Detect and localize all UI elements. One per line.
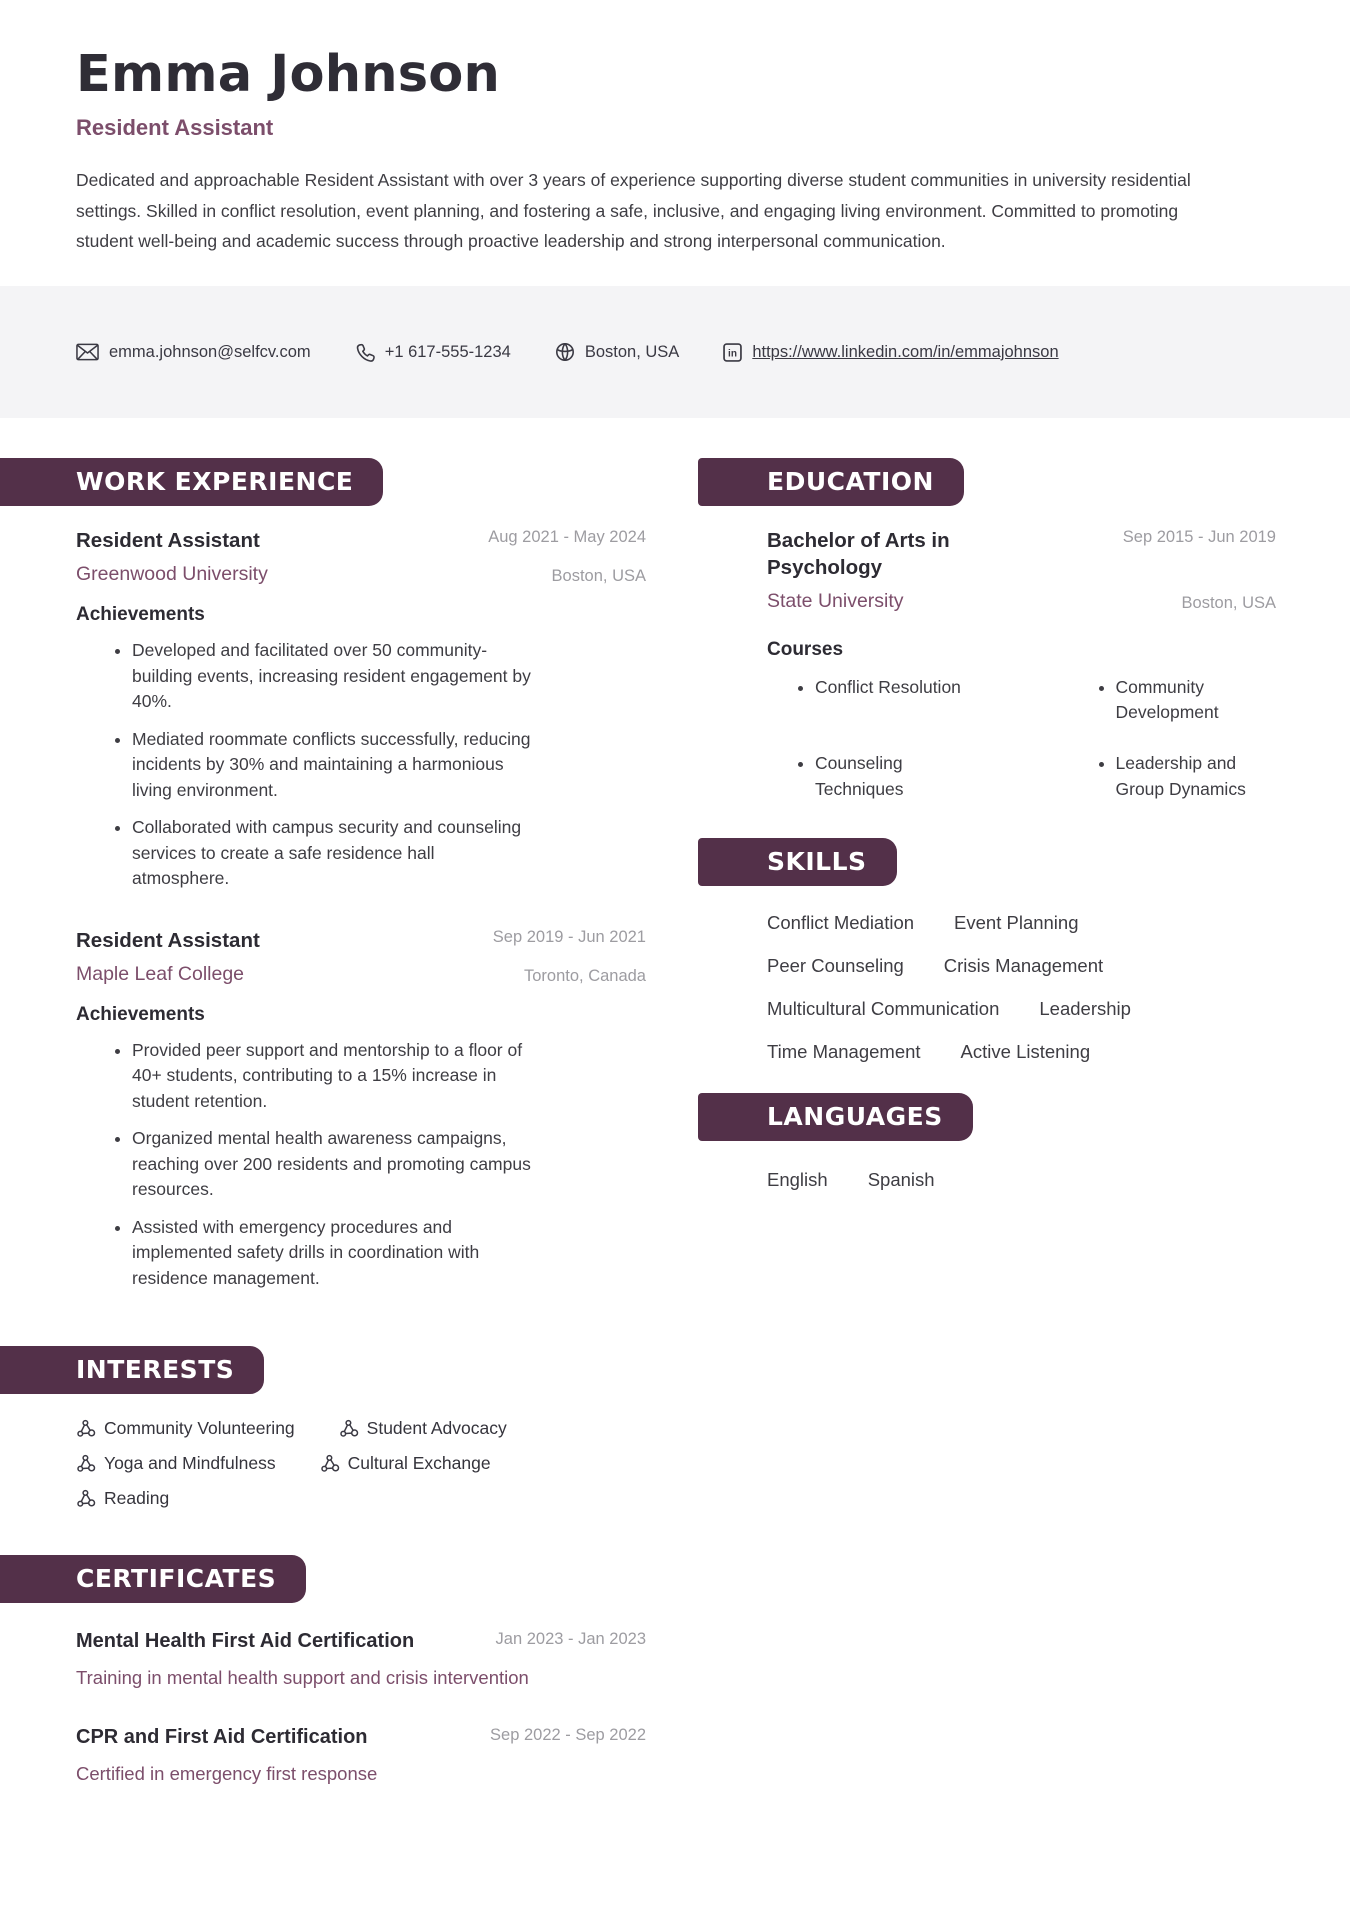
languages-heading: LANGUAGES: [698, 1093, 973, 1141]
achievement-bullet: • Provided peer support and mentorship to a floor of 40+ students, contributing to a 15% increase in student retention.: [132, 1038, 532, 1115]
phone-icon: [355, 342, 375, 362]
skill-item: Crisis Management: [943, 955, 1104, 977]
contact-linkedin-text: https://www.linkedin.com/in/emmajohnson: [752, 342, 1059, 361]
work-entry-2-achievements: [76, 1038, 532, 1292]
course-item: • Leadership and Group Dynamics: [1116, 751, 1277, 802]
skills-heading: SKILLS: [698, 838, 897, 886]
left-column: [0, 458, 646, 1788]
courses-label: Courses: [767, 638, 844, 660]
skill-item: Active Listening: [960, 1041, 1091, 1063]
header: [0, 0, 1350, 256]
interest-label: Yoga and Mindfulness: [104, 1452, 276, 1473]
achievements-label: Achievements: [76, 604, 205, 626]
person-name: Emma Johnson: [76, 45, 501, 104]
interest-item: [76, 1418, 295, 1439]
course-item: • Conflict Resolution: [815, 675, 976, 726]
network-icon: [76, 1488, 96, 1508]
person-job-title: Resident Assistant: [76, 115, 274, 141]
work-entry-1-date: Aug 2021 - May 2024: [488, 528, 646, 547]
contact-bar: [0, 286, 1350, 418]
section-skills: [698, 838, 1350, 1063]
summary-text: Dedicated and approachable Resident Assistant with over 3 years of experience supporting diverse student communities in university residential settings. Skilled in conflict resolution, event planning, and fostering a safe, inclusive, and engaging living environment. Committed to promoting student well-being and academic success through proactive leadership and strong interpersonal communication.: [76, 170, 1191, 251]
courses-list: [767, 675, 1276, 803]
certificate-entry-2: [76, 1723, 646, 1789]
contact-phone: [355, 342, 511, 362]
skill-item: Time Management: [767, 1041, 921, 1063]
contact-email: [76, 343, 311, 362]
languages-list: [767, 1169, 1276, 1191]
contact-linkedin-link[interactable]: [723, 343, 1058, 362]
linkedin-icon: [723, 343, 742, 362]
work-entry-2-location: Toronto, Canada: [523, 966, 646, 985]
network-icon: [320, 1453, 340, 1473]
work-entry-1: [76, 528, 646, 892]
skill-item: Event Planning: [954, 912, 1079, 934]
certificate-1-description: Training in mental health support and crisis intervention: [76, 1666, 529, 1688]
certificate-2-date: Sep 2022 - Sep 2022: [490, 1725, 646, 1744]
education-heading: EDUCATION: [698, 458, 964, 506]
education-degree: Bachelor of Arts in Psychology: [767, 529, 950, 580]
achievement-bullet: • Developed and facilitated over 50 community-building events, increasing resident engagement by 40%.: [132, 638, 532, 715]
section-languages: [698, 1093, 1350, 1191]
skill-item: Multicultural Communication: [767, 998, 1000, 1020]
certificate-2-description: Certified in emergency first response: [76, 1762, 378, 1784]
svg-text:in: in: [728, 348, 738, 360]
network-icon: [339, 1418, 359, 1438]
interest-item: [339, 1418, 507, 1439]
interest-label: Community Volunteering: [104, 1417, 295, 1438]
network-icon: [76, 1418, 96, 1438]
education-entry: [767, 528, 1276, 802]
work-entry-2: [76, 928, 646, 1292]
contact-location-text: Boston, USA: [584, 342, 680, 361]
network-icon: [76, 1453, 96, 1473]
interest-item: [320, 1453, 491, 1474]
interests-heading: INTERESTS: [0, 1346, 264, 1394]
interest-label: Student Advocacy: [366, 1417, 507, 1438]
section-interests: [0, 1346, 646, 1509]
interest-item: [76, 1453, 276, 1474]
work-entry-2-company: Maple Leaf College: [76, 962, 245, 985]
interests-list: [76, 1418, 591, 1509]
contact-phone-text: +1 617-555-1234: [384, 342, 511, 361]
section-education: [698, 458, 1350, 802]
education-date: Sep 2015 - Jun 2019: [1122, 528, 1276, 547]
achievement-bullet: • Collaborated with campus security and counseling services to create a safe residence hall atmosphere.: [132, 815, 532, 892]
skill-item: Peer Counseling: [767, 955, 904, 977]
work-entry-1-achievements: [76, 638, 532, 892]
work-entry-2-date: Sep 2019 - Jun 2021: [492, 927, 646, 946]
language-item: Spanish: [867, 1169, 935, 1191]
achievement-bullet: • Assisted with emergency procedures and implemented safety drills in coordination with residence management.: [132, 1215, 532, 1292]
globe-icon: [555, 342, 575, 362]
education-location: Boston, USA: [1181, 593, 1276, 612]
section-certificates: [0, 1555, 646, 1789]
interest-label: Reading: [104, 1487, 170, 1508]
body-columns: [0, 458, 1350, 1788]
certificate-entry-1: [76, 1627, 646, 1693]
contact-email-text: emma.johnson@selfcv.com: [109, 342, 311, 361]
work-entry-1-location: Boston, USA: [551, 567, 646, 586]
interest-item: [76, 1488, 169, 1509]
education-school: State University: [767, 589, 904, 612]
language-item: English: [767, 1169, 828, 1191]
work-entry-2-title: Resident Assistant: [76, 928, 260, 952]
achievement-bullet: • Mediated roommate conflicts successfully, reducing incidents by 30% and maintaining a harmonious living environment.: [132, 727, 532, 804]
certificate-1-title: Mental Health First Aid Certification: [76, 1629, 415, 1652]
certificate-1-date: Jan 2023 - Jan 2023: [495, 1629, 646, 1648]
certificates-heading: CERTIFICATES: [0, 1555, 306, 1603]
skills-list: [767, 912, 1222, 1063]
right-column: [698, 458, 1350, 1788]
course-item: • Community Development: [1116, 675, 1277, 726]
skill-item: Conflict Mediation: [767, 912, 915, 934]
achievements-label: Achievements: [76, 1003, 205, 1025]
achievement-bullet: • Organized mental health awareness campaigns, reaching over 200 residents and promoting campus resources.: [132, 1126, 532, 1203]
contact-location: [555, 342, 679, 362]
interest-label: Cultural Exchange: [347, 1452, 491, 1473]
email-icon: [76, 343, 99, 361]
skill-item: Leadership: [1039, 998, 1131, 1020]
work-entry-1-title: Resident Assistant: [76, 529, 260, 553]
course-item: • Counseling Techniques: [815, 751, 976, 802]
work-experience-heading: WORK EXPERIENCE: [0, 458, 383, 506]
section-work-experience: [0, 458, 646, 1291]
work-entry-1-company: Greenwood University: [76, 563, 268, 586]
certificate-2-title: CPR and First Aid Certification: [76, 1725, 368, 1748]
